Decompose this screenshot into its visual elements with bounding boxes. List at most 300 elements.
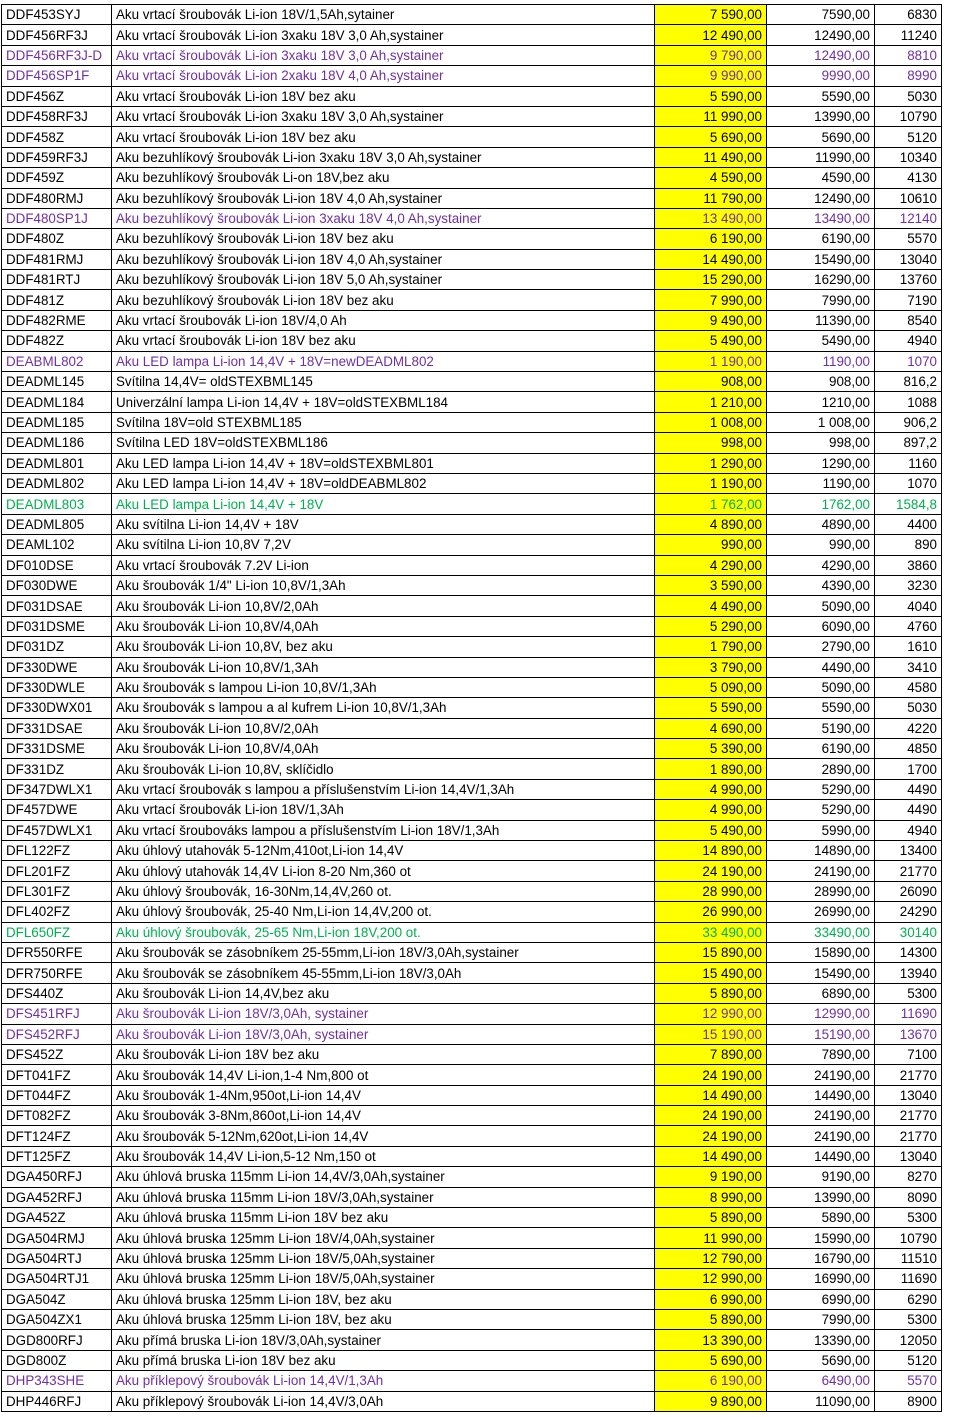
product-code-cell: DEADML805 xyxy=(2,514,112,534)
product-code-cell: DDF458Z xyxy=(2,127,112,147)
product-description-cell: Aku šroubovák 14,4V Li-ion,1-4 Nm,800 ot xyxy=(112,1065,655,1085)
net-price-cell: 906,2 xyxy=(875,412,942,432)
product-description-cell: Aku svítilna Li-ion 10,8V 7,2V xyxy=(112,535,655,555)
price-cell: 1 008,00 xyxy=(655,412,767,432)
product-code-cell: DGA504ZX1 xyxy=(2,1310,112,1330)
price-cell: 1 190,00 xyxy=(655,351,767,371)
product-description-cell: Aku šroubovák Li-ion 10,8V, bez aku xyxy=(112,637,655,657)
price-cell: 5 590,00 xyxy=(655,698,767,718)
price-cell: 12 990,00 xyxy=(655,1004,767,1024)
product-description-cell: Aku šroubovák s lampou a al kufrem Li-ion 10,8V/1,3Ah xyxy=(112,698,655,718)
list-price-cell: 1190,00 xyxy=(767,351,875,371)
list-price-cell: 11990,00 xyxy=(767,147,875,167)
product-code-cell: DEADML801 xyxy=(2,453,112,473)
table-row xyxy=(2,331,942,351)
product-code-cell: DFT124FZ xyxy=(2,1126,112,1146)
net-price-cell: 5300 xyxy=(875,1310,942,1330)
product-description-cell: Aku úhlová bruska 115mm Li-ion 18V bez aku xyxy=(112,1208,655,1228)
product-description-cell: Aku úhlový šroubovák, 25-40 Nm,Li-ion 14,4V,200 ot. xyxy=(112,902,655,922)
product-description-cell: Aku šroubovák Li-ion 10,8V/1,3Ah xyxy=(112,657,655,677)
net-price-cell: 11240 xyxy=(875,25,942,45)
table-row xyxy=(2,249,942,269)
product-description-cell: Aku vrtací šroubovák Li-ion 18V/1,5Ah,sytainer xyxy=(112,5,655,25)
product-code-cell: DF457DWE xyxy=(2,800,112,820)
table-row xyxy=(2,1187,942,1207)
list-price-cell: 5490,00 xyxy=(767,331,875,351)
price-cell: 14 490,00 xyxy=(655,1085,767,1105)
price-cell: 1 762,00 xyxy=(655,494,767,514)
price-cell: 9 890,00 xyxy=(655,1391,767,1411)
product-description-cell: Aku šroubovák 1/4" Li-ion 10,8V/1,3Ah xyxy=(112,575,655,595)
product-description-cell: Aku bezuhlíkový šroubovák Li-ion 18V 4,0 Ah,systainer xyxy=(112,249,655,269)
product-description-cell: Aku šroubovák Li-ion 10,8V, sklíčidlo xyxy=(112,759,655,779)
net-price-cell: 1070 xyxy=(875,473,942,493)
product-code-cell: DFT125FZ xyxy=(2,1146,112,1166)
list-price-cell: 6190,00 xyxy=(767,229,875,249)
product-description-cell: Aku šroubovák Li-ion 10,8V/2,0Ah xyxy=(112,718,655,738)
price-cell: 4 990,00 xyxy=(655,800,767,820)
list-price-cell: 5290,00 xyxy=(767,800,875,820)
list-price-cell: 6490,00 xyxy=(767,1371,875,1391)
list-price-cell: 990,00 xyxy=(767,535,875,555)
product-code-cell: DF030DWE xyxy=(2,575,112,595)
list-price-cell: 998,00 xyxy=(767,433,875,453)
net-price-cell: 4580 xyxy=(875,677,942,697)
product-code-cell: DEADML184 xyxy=(2,392,112,412)
price-cell: 3 790,00 xyxy=(655,657,767,677)
price-cell: 5 890,00 xyxy=(655,1310,767,1330)
price-cell: 5 690,00 xyxy=(655,1350,767,1370)
list-price-cell: 11090,00 xyxy=(767,1391,875,1411)
product-description-cell: Aku šroubovák Li-ion 10,8V/2,0Ah xyxy=(112,596,655,616)
net-price-cell: 5570 xyxy=(875,1371,942,1391)
product-code-cell: DF031DZ xyxy=(2,637,112,657)
price-cell: 4 990,00 xyxy=(655,779,767,799)
table-row xyxy=(2,1106,942,1126)
table-row xyxy=(2,779,942,799)
price-cell: 908,00 xyxy=(655,372,767,392)
list-price-cell: 16990,00 xyxy=(767,1269,875,1289)
list-price-cell: 14890,00 xyxy=(767,841,875,861)
product-description-cell: Aku bezuhlíkový šroubovák Li-ion 18V bez aku xyxy=(112,229,655,249)
product-code-cell: DGA452Z xyxy=(2,1208,112,1228)
list-price-cell: 1190,00 xyxy=(767,473,875,493)
table-row xyxy=(2,229,942,249)
price-cell: 9 490,00 xyxy=(655,310,767,330)
net-price-cell: 4760 xyxy=(875,616,942,636)
net-price-cell: 897,2 xyxy=(875,433,942,453)
table-row xyxy=(2,698,942,718)
price-cell: 1 790,00 xyxy=(655,637,767,657)
price-cell: 7 590,00 xyxy=(655,5,767,25)
list-price-cell: 13490,00 xyxy=(767,208,875,228)
net-price-cell: 5300 xyxy=(875,1208,942,1228)
product-code-cell: DDF480Z xyxy=(2,229,112,249)
net-price-cell: 5120 xyxy=(875,1350,942,1370)
product-description-cell: Aku úhlový šroubovák, 16-30Nm,14,4V,260 ot. xyxy=(112,881,655,901)
net-price-cell: 5030 xyxy=(875,698,942,718)
list-price-cell: 4390,00 xyxy=(767,575,875,595)
product-code-cell: DF010DSE xyxy=(2,555,112,575)
price-cell: 5 490,00 xyxy=(655,331,767,351)
list-price-cell: 4590,00 xyxy=(767,168,875,188)
price-cell: 8 990,00 xyxy=(655,1187,767,1207)
table-row xyxy=(2,677,942,697)
list-price-cell: 24190,00 xyxy=(767,1126,875,1146)
net-price-cell: 1070 xyxy=(875,351,942,371)
product-description-cell: Aku přímá bruska Li-ion 18V bez aku xyxy=(112,1350,655,1370)
net-price-cell: 3410 xyxy=(875,657,942,677)
net-price-cell: 1160 xyxy=(875,453,942,473)
table-row xyxy=(2,616,942,636)
table-row xyxy=(2,514,942,534)
table-row xyxy=(2,310,942,330)
product-code-cell: DEADML803 xyxy=(2,494,112,514)
table-row xyxy=(2,1126,942,1146)
list-price-cell: 15490,00 xyxy=(767,963,875,983)
product-description-cell: Aku LED lampa Li-ion 14,4V + 18V=oldSTEXBML801 xyxy=(112,453,655,473)
table-row xyxy=(2,1371,942,1391)
price-cell: 5 290,00 xyxy=(655,616,767,636)
product-description-cell: Aku LED lampa Li-ion 14,4V + 18V xyxy=(112,494,655,514)
product-description-cell: Aku úhlový šroubovák, 25-65 Nm,Li-ion 18V,200 ot. xyxy=(112,922,655,942)
table-row xyxy=(2,800,942,820)
table-row xyxy=(2,1085,942,1105)
product-code-cell: DGA450RFJ xyxy=(2,1167,112,1187)
price-cell: 12 490,00 xyxy=(655,25,767,45)
list-price-cell: 1 008,00 xyxy=(767,412,875,432)
price-cell: 998,00 xyxy=(655,433,767,453)
net-price-cell: 8900 xyxy=(875,1391,942,1411)
list-price-cell: 6090,00 xyxy=(767,616,875,636)
product-description-cell: Aku šroubovák Li-ion 10,8V/4,0Ah xyxy=(112,739,655,759)
price-cell: 11 990,00 xyxy=(655,106,767,126)
product-description-cell: Aku úhlová bruska 115mm Li-ion 18V/3,0Ah,systainer xyxy=(112,1187,655,1207)
product-description-cell: Aku vrtací šroubovák Li-ion 18V/4,0 Ah xyxy=(112,310,655,330)
price-cell: 1 210,00 xyxy=(655,392,767,412)
product-description-cell: Aku vrtací šroubováks lampou a příslušenstvím Li-ion 18V/1,3Ah xyxy=(112,820,655,840)
product-code-cell: DFL402FZ xyxy=(2,902,112,922)
product-description-cell: Svítilna LED 18V=oldSTEXBML186 xyxy=(112,433,655,453)
table-row xyxy=(2,1146,942,1166)
product-code-cell: DDF456RF3J-D xyxy=(2,45,112,65)
price-cell: 4 290,00 xyxy=(655,555,767,575)
product-description-cell: Aku svítilna Li-ion 14,4V + 18V xyxy=(112,514,655,534)
list-price-cell: 5690,00 xyxy=(767,127,875,147)
net-price-cell: 1584,8 xyxy=(875,494,942,514)
list-price-cell: 13990,00 xyxy=(767,1187,875,1207)
table-row xyxy=(2,1391,942,1411)
product-description-cell: Aku bezuhlíkový šroubovák Li-ion 18V bez aku xyxy=(112,290,655,310)
list-price-cell: 7590,00 xyxy=(767,5,875,25)
product-description-cell: Aku šroubovák Li-ion 10,8V/4,0Ah xyxy=(112,616,655,636)
list-price-cell: 12490,00 xyxy=(767,45,875,65)
net-price-cell: 4400 xyxy=(875,514,942,534)
product-description-cell: Aku vrtací šroubovák 7.2V Li-ion xyxy=(112,555,655,575)
net-price-cell: 10790 xyxy=(875,106,942,126)
net-price-cell: 4940 xyxy=(875,331,942,351)
table-row xyxy=(2,657,942,677)
net-price-cell: 5570 xyxy=(875,229,942,249)
net-price-cell: 13670 xyxy=(875,1024,942,1044)
net-price-cell: 1088 xyxy=(875,392,942,412)
price-cell: 4 590,00 xyxy=(655,168,767,188)
product-description-cell: Aku šroubovák 5-12Nm,620ot,Li-ion 14,4V xyxy=(112,1126,655,1146)
table-row xyxy=(2,66,942,86)
price-cell: 24 190,00 xyxy=(655,1106,767,1126)
table-row xyxy=(2,290,942,310)
product-description-cell: Aku šroubovák 14,4V Li-ion,5-12 Nm,150 ot xyxy=(112,1146,655,1166)
product-code-cell: DFT082FZ xyxy=(2,1106,112,1126)
list-price-cell: 4290,00 xyxy=(767,555,875,575)
product-code-cell: DEADML802 xyxy=(2,473,112,493)
net-price-cell: 21770 xyxy=(875,861,942,881)
net-price-cell: 12140 xyxy=(875,208,942,228)
product-description-cell: Aku úhlová bruska 125mm Li-ion 18V/5,0Ah,systainer xyxy=(112,1248,655,1268)
price-cell: 7 990,00 xyxy=(655,290,767,310)
table-row xyxy=(2,718,942,738)
net-price-cell: 6290 xyxy=(875,1289,942,1309)
list-price-cell: 7990,00 xyxy=(767,1310,875,1330)
list-price-cell: 5090,00 xyxy=(767,677,875,697)
list-price-cell: 2890,00 xyxy=(767,759,875,779)
net-price-cell: 11690 xyxy=(875,1004,942,1024)
product-description-cell: Aku bezuhlíkový šroubovák Li-ion 3xaku 18V 4,0 Ah,systainer xyxy=(112,208,655,228)
price-cell: 1 290,00 xyxy=(655,453,767,473)
table-row xyxy=(2,1024,942,1044)
price-cell: 9 790,00 xyxy=(655,45,767,65)
table-row xyxy=(2,1310,942,1330)
net-price-cell: 5120 xyxy=(875,127,942,147)
list-price-cell: 2790,00 xyxy=(767,637,875,657)
list-price-cell: 9990,00 xyxy=(767,66,875,86)
price-cell: 15 490,00 xyxy=(655,963,767,983)
product-code-cell: DFS452RFJ xyxy=(2,1024,112,1044)
product-code-cell: DF331DSAE xyxy=(2,718,112,738)
product-description-cell: Aku vrtací šroubovák s lampou a příslušenstvím Li-ion 14,4V/1,3Ah xyxy=(112,779,655,799)
list-price-cell: 6190,00 xyxy=(767,739,875,759)
product-description-cell: Univerzální lampa Li-ion 14,4V + 18V=oldSTEXBML184 xyxy=(112,392,655,412)
list-price-cell: 28990,00 xyxy=(767,881,875,901)
product-description-cell: Aku příklepový šroubovák Li-ion 14,4V/3,0Ah xyxy=(112,1391,655,1411)
table-row xyxy=(2,1044,942,1064)
list-price-cell: 5290,00 xyxy=(767,779,875,799)
product-description-cell: Aku bezuhlíkový šroubovák Li-ion 18V 5,0 Ah,systainer xyxy=(112,270,655,290)
product-code-cell: DGD800Z xyxy=(2,1350,112,1370)
table-row xyxy=(2,5,942,25)
table-row xyxy=(2,208,942,228)
table-row xyxy=(2,820,942,840)
product-description-cell: Aku úhlová bruska 115mm Li-ion 14,4V/3,0Ah,systainer xyxy=(112,1167,655,1187)
net-price-cell: 26090 xyxy=(875,881,942,901)
net-price-cell: 8270 xyxy=(875,1167,942,1187)
price-cell: 6 990,00 xyxy=(655,1289,767,1309)
product-code-cell: DGD800RFJ xyxy=(2,1330,112,1350)
table-row xyxy=(2,453,942,473)
table-row xyxy=(2,841,942,861)
list-price-cell: 7890,00 xyxy=(767,1044,875,1064)
list-price-cell: 1290,00 xyxy=(767,453,875,473)
net-price-cell: 4490 xyxy=(875,779,942,799)
table-row xyxy=(2,555,942,575)
list-price-cell: 26990,00 xyxy=(767,902,875,922)
table-row xyxy=(2,739,942,759)
net-price-cell: 816,2 xyxy=(875,372,942,392)
table-row xyxy=(2,922,942,942)
product-code-cell: DEADML145 xyxy=(2,372,112,392)
product-description-cell: Aku úhlová bruska 125mm Li-ion 18V, bez aku xyxy=(112,1310,655,1330)
price-cell: 24 190,00 xyxy=(655,1065,767,1085)
list-price-cell: 24190,00 xyxy=(767,1065,875,1085)
price-cell: 5 890,00 xyxy=(655,983,767,1003)
table-row xyxy=(2,881,942,901)
product-code-cell: DDF456SP1F xyxy=(2,66,112,86)
list-price-cell: 11390,00 xyxy=(767,310,875,330)
net-price-cell: 8810 xyxy=(875,45,942,65)
net-price-cell: 21770 xyxy=(875,1126,942,1146)
net-price-cell: 4850 xyxy=(875,739,942,759)
product-code-cell: DFL201FZ xyxy=(2,861,112,881)
net-price-cell: 4490 xyxy=(875,800,942,820)
table-row xyxy=(2,1248,942,1268)
product-code-cell: DF331DSME xyxy=(2,739,112,759)
product-code-cell: DF457DWLX1 xyxy=(2,820,112,840)
net-price-cell: 13040 xyxy=(875,1085,942,1105)
product-description-cell: Aku bezuhlíkový šroubovák Li-ion 3xaku 18V 3,0 Ah,systainer xyxy=(112,147,655,167)
price-cell: 5 890,00 xyxy=(655,1208,767,1228)
net-price-cell: 11690 xyxy=(875,1269,942,1289)
list-price-cell: 12490,00 xyxy=(767,188,875,208)
price-cell: 24 190,00 xyxy=(655,1126,767,1146)
net-price-cell: 12050 xyxy=(875,1330,942,1350)
net-price-cell: 1610 xyxy=(875,637,942,657)
product-description-cell: Aku přímá bruska Li-ion 18V/3,0Ah,systainer xyxy=(112,1330,655,1350)
product-code-cell: DF330DWLE xyxy=(2,677,112,697)
table-row xyxy=(2,106,942,126)
list-price-cell: 5890,00 xyxy=(767,1208,875,1228)
product-code-cell: DDF480RMJ xyxy=(2,188,112,208)
table-row xyxy=(2,1004,942,1024)
net-price-cell: 6830 xyxy=(875,5,942,25)
list-price-cell: 4890,00 xyxy=(767,514,875,534)
list-price-cell: 14490,00 xyxy=(767,1146,875,1166)
price-cell: 5 490,00 xyxy=(655,820,767,840)
net-price-cell: 11510 xyxy=(875,1248,942,1268)
list-price-cell: 15490,00 xyxy=(767,249,875,269)
product-code-cell: DGA504RTJ xyxy=(2,1248,112,1268)
list-price-cell: 5190,00 xyxy=(767,718,875,738)
net-price-cell: 13400 xyxy=(875,841,942,861)
price-cell: 990,00 xyxy=(655,535,767,555)
product-description-cell: Aku vrtací šroubovák Li-ion 18V bez aku xyxy=(112,331,655,351)
list-price-cell: 5990,00 xyxy=(767,820,875,840)
product-description-cell: Aku příklepový šroubovák Li-ion 14,4V/1,3Ah xyxy=(112,1371,655,1391)
product-code-cell: DDF480SP1J xyxy=(2,208,112,228)
price-cell: 14 490,00 xyxy=(655,249,767,269)
net-price-cell: 890 xyxy=(875,535,942,555)
product-description-cell: Aku šroubovák 1-4Nm,950ot,Li-ion 14,4V xyxy=(112,1085,655,1105)
product-code-cell: DHP343SHE xyxy=(2,1371,112,1391)
table-row xyxy=(2,1065,942,1085)
table-row xyxy=(2,270,942,290)
list-price-cell: 14490,00 xyxy=(767,1085,875,1105)
product-description-cell: Aku šroubovák Li-ion 14,4V,bez aku xyxy=(112,983,655,1003)
price-cell: 12 990,00 xyxy=(655,1269,767,1289)
product-code-cell: DGA452RFJ xyxy=(2,1187,112,1207)
table-row xyxy=(2,1330,942,1350)
table-row xyxy=(2,1269,942,1289)
net-price-cell: 13040 xyxy=(875,249,942,269)
net-price-cell: 10340 xyxy=(875,147,942,167)
net-price-cell: 1700 xyxy=(875,759,942,779)
list-price-cell: 5590,00 xyxy=(767,698,875,718)
product-code-cell: DFS451RFJ xyxy=(2,1004,112,1024)
product-code-cell: DDF459RF3J xyxy=(2,147,112,167)
product-code-cell: DEADML185 xyxy=(2,412,112,432)
price-cell: 7 890,00 xyxy=(655,1044,767,1064)
list-price-cell: 908,00 xyxy=(767,372,875,392)
product-code-cell: DF330DWX01 xyxy=(2,698,112,718)
product-code-cell: DGA504RMJ xyxy=(2,1228,112,1248)
price-cell: 24 190,00 xyxy=(655,861,767,881)
price-cell: 5 090,00 xyxy=(655,677,767,697)
net-price-cell: 8990 xyxy=(875,66,942,86)
list-price-cell: 1210,00 xyxy=(767,392,875,412)
list-price-cell: 13390,00 xyxy=(767,1330,875,1350)
price-list-table xyxy=(1,4,942,1412)
list-price-cell: 15890,00 xyxy=(767,942,875,962)
product-code-cell: DEAML102 xyxy=(2,535,112,555)
table-row xyxy=(2,351,942,371)
list-price-cell: 6890,00 xyxy=(767,983,875,1003)
net-price-cell: 13940 xyxy=(875,963,942,983)
product-description-cell: Aku vrtací šroubovák Li-ion 3xaku 18V 3,0 Ah,systainer xyxy=(112,45,655,65)
product-description-cell: Aku šroubovák se zásobníkem 25-55mm,Li-ion 18V/3,0Ah,systainer xyxy=(112,942,655,962)
table-row xyxy=(2,1167,942,1187)
product-description-cell: Aku úhlový utahovák 14,4V Li-ion 8-20 Nm,360 ot xyxy=(112,861,655,881)
product-code-cell: DFT044FZ xyxy=(2,1085,112,1105)
list-price-cell: 33490,00 xyxy=(767,922,875,942)
price-cell: 11 490,00 xyxy=(655,147,767,167)
list-price-cell: 13990,00 xyxy=(767,106,875,126)
table-row xyxy=(2,127,942,147)
table-row xyxy=(2,963,942,983)
product-code-cell: DDF458RF3J xyxy=(2,106,112,126)
list-price-cell: 4490,00 xyxy=(767,657,875,677)
table-row xyxy=(2,433,942,453)
product-code-cell: DFL650FZ xyxy=(2,922,112,942)
list-price-cell: 5690,00 xyxy=(767,1350,875,1370)
table-row xyxy=(2,147,942,167)
table-row xyxy=(2,902,942,922)
table-row xyxy=(2,168,942,188)
net-price-cell: 10790 xyxy=(875,1228,942,1248)
product-code-cell: DDF456RF3J xyxy=(2,25,112,45)
net-price-cell: 5300 xyxy=(875,983,942,1003)
product-description-cell: Aku šroubovák 3-8Nm,860ot,Li-ion 14,4V xyxy=(112,1106,655,1126)
list-price-cell: 7990,00 xyxy=(767,290,875,310)
table-row xyxy=(2,1289,942,1309)
price-cell: 4 690,00 xyxy=(655,718,767,738)
table-row xyxy=(2,1350,942,1370)
product-code-cell: DEABML802 xyxy=(2,351,112,371)
net-price-cell: 24290 xyxy=(875,902,942,922)
product-code-cell: DF331DZ xyxy=(2,759,112,779)
table-row xyxy=(2,494,942,514)
net-price-cell: 4040 xyxy=(875,596,942,616)
table-row xyxy=(2,45,942,65)
product-description-cell: Aku šroubovák se zásobníkem 45-55mm,Li-ion 18V/3,0Ah xyxy=(112,963,655,983)
